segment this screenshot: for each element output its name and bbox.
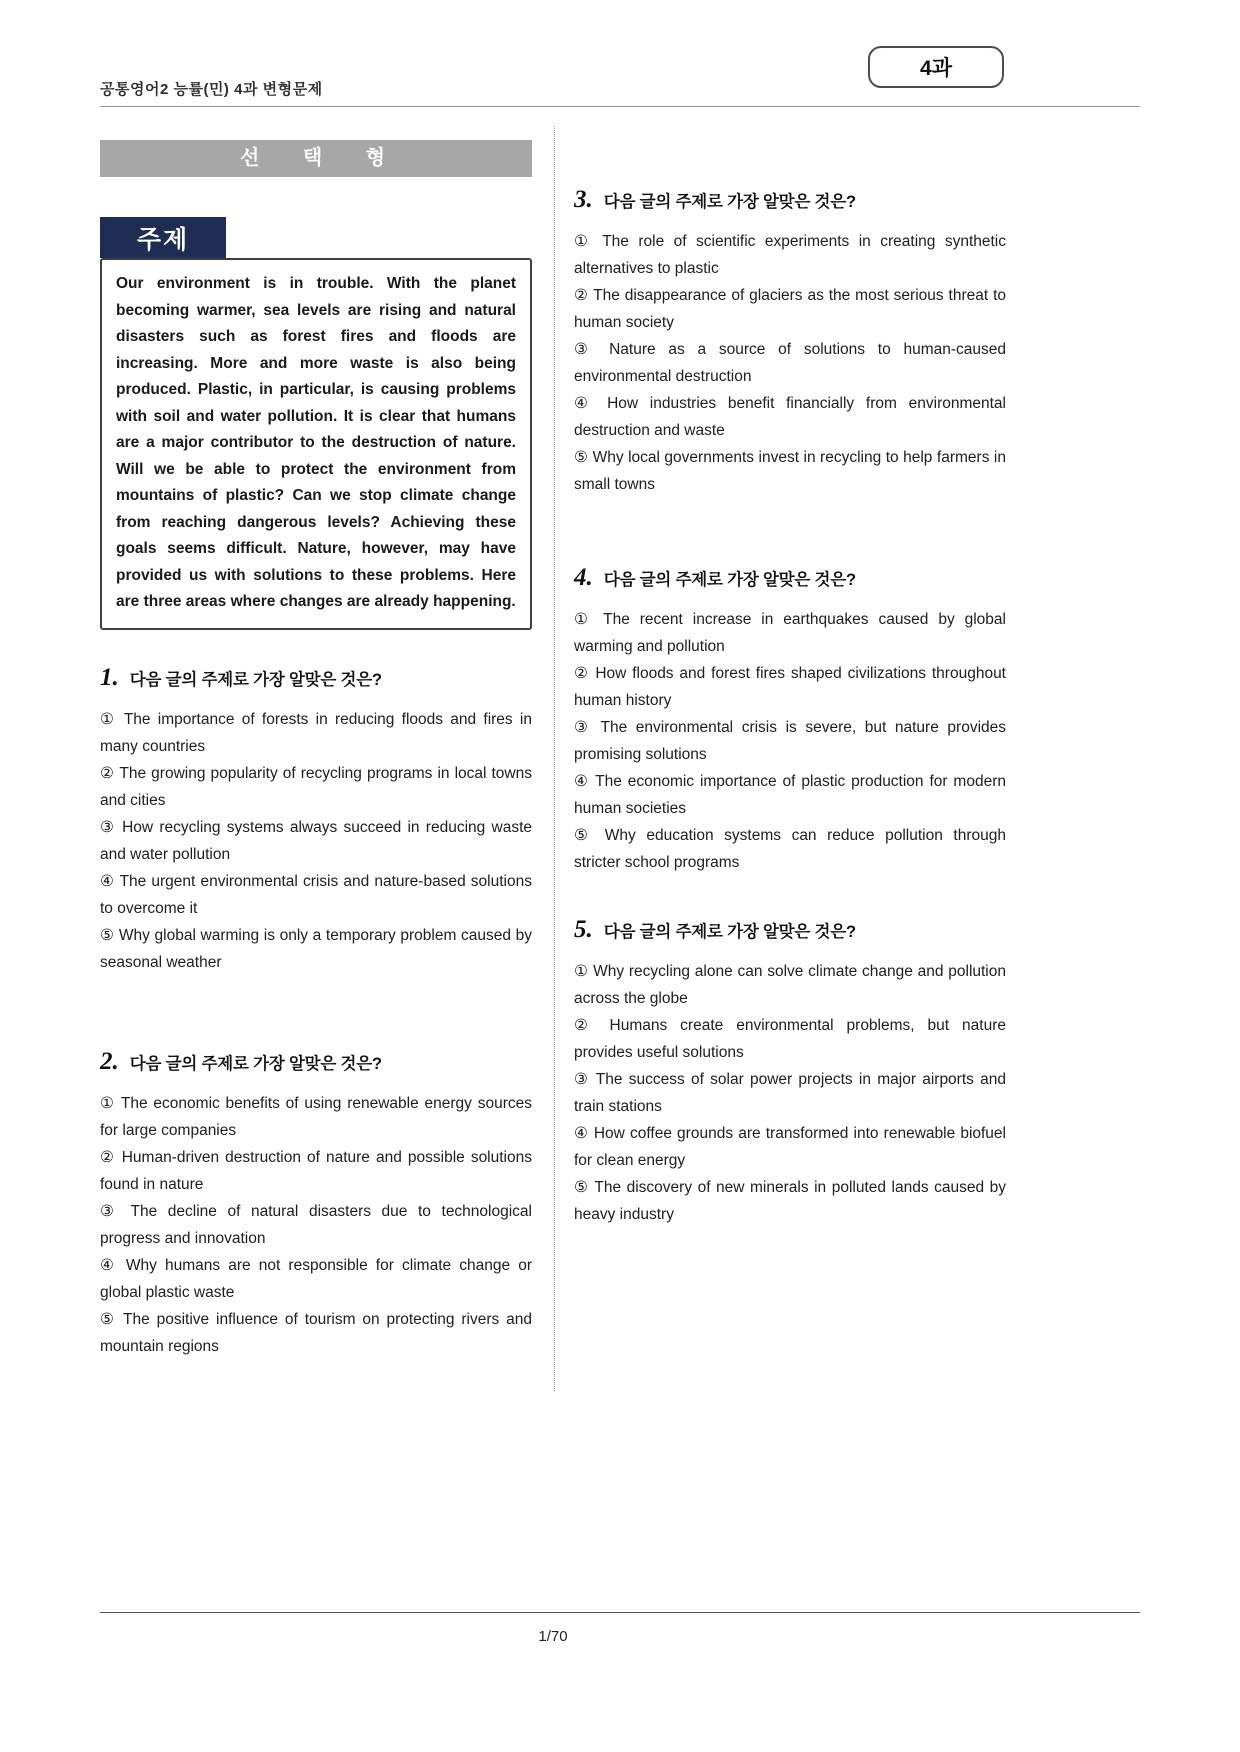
option-text: The role of scientific experiments in creating synthetic alternatives to plastic — [574, 233, 1006, 277]
option-marker: ① — [100, 710, 117, 728]
option-marker: ④ — [100, 872, 115, 890]
question-2-header — [100, 1048, 532, 1076]
option-text: The environmental crisis is severe, but nature provides promising solutions — [574, 719, 1006, 763]
question-1-option-1 — [100, 706, 532, 760]
passage-text: Our environment is in trouble. With the planet becoming warmer, sea levels are rising and natural disasters such as forest fires and floods are increasing. More and more waste is also being produced. Plastic, in particular, is causing problems with soil and water pollution. It is clear that humans are a major contributor to the destruction of nature. Will we be able to protect the environment from mountains of plastic? Can we stop climate change from reaching dangerous levels? Achieving these goals seems difficult. Nature, however, may have provided us with solutions to these problems. Here are three areas where changes are already happening. — [116, 275, 516, 610]
option-marker: ② — [100, 764, 115, 782]
question-3 — [574, 186, 1006, 498]
question-4-option-5 — [574, 822, 1006, 876]
question-4-option-2 — [574, 660, 1006, 714]
question-2 — [100, 1048, 532, 1360]
option-marker: ④ — [100, 1256, 118, 1274]
question-3-option-1 — [574, 228, 1006, 282]
question-5 — [574, 916, 1006, 1228]
option-marker: ③ — [100, 818, 116, 836]
option-marker: ② — [574, 287, 589, 304]
question-4-option-3 — [574, 714, 1006, 768]
question-2-option-4 — [100, 1252, 532, 1306]
footer-divider — [100, 1612, 1140, 1613]
option-marker: ② — [100, 1148, 116, 1166]
option-marker: ⑤ — [574, 827, 595, 844]
question-3-prompt: 다음 글의 주제로 가장 알맞은 것은? — [603, 193, 856, 211]
option-text: Why education systems can reduce pollution through stricter school programs — [574, 827, 1006, 871]
question-5-option-5 — [574, 1174, 1006, 1228]
question-1-option-5 — [100, 922, 532, 976]
option-text: The economic importance of plastic production for modern human societies — [574, 773, 1006, 817]
question-5-option-3 — [574, 1066, 1006, 1120]
question-1-options — [100, 706, 532, 976]
question-5-prompt: 다음 글의 주제로 가장 알맞은 것은? — [603, 923, 856, 941]
question-4-header — [574, 564, 1006, 592]
question-2-option-2 — [100, 1144, 532, 1198]
option-text: The growing popularity of recycling programs in local towns and cities — [100, 764, 532, 809]
option-marker: ① — [574, 963, 589, 980]
question-4-option-1 — [574, 606, 1006, 660]
option-text: Humans create environmental problems, but nature provides useful solutions — [574, 1017, 1006, 1061]
option-marker: ① — [574, 611, 594, 628]
question-1-prompt: 다음 글의 주제로 가장 알맞은 것은? — [129, 670, 382, 689]
option-text: Why recycling alone can solve climate change and pollution across the globe — [574, 963, 1006, 1007]
page-number: 1/70 — [538, 1628, 568, 1645]
header-divider — [100, 106, 1140, 107]
question-3-option-5 — [574, 444, 1006, 498]
option-text: How coffee grounds are transformed into renewable biofuel for clean energy — [574, 1125, 1006, 1169]
question-3-header — [574, 186, 1006, 214]
option-marker: ③ — [574, 719, 593, 736]
unit-badge-label: 4과 — [920, 57, 952, 80]
option-marker: ④ — [574, 1125, 589, 1142]
option-marker: ① — [100, 1094, 116, 1112]
question-1-option-2 — [100, 760, 532, 814]
question-2-number: 2. — [100, 1047, 119, 1075]
unit-badge — [868, 46, 1004, 88]
two-column-layout — [100, 126, 1140, 1391]
option-text: The disappearance of glaciers as the most serious threat to human society — [574, 287, 1006, 331]
option-marker: ⑤ — [574, 1179, 590, 1196]
option-marker: ④ — [574, 395, 596, 412]
question-1-header — [100, 664, 532, 692]
question-3-option-2 — [574, 282, 1006, 336]
option-text: How floods and forest fires shaped civilizations throughout human history — [574, 665, 1006, 709]
column-divider — [554, 126, 555, 1391]
question-5-option-1 — [574, 958, 1006, 1012]
question-3-options — [574, 228, 1006, 498]
section-banner: 선 택 형 — [100, 140, 532, 177]
option-text: Why local governments invest in recycling to help farmers in small towns — [574, 449, 1006, 493]
option-text: The urgent environmental crisis and nature-based solutions to overcome it — [100, 872, 532, 917]
option-marker: ③ — [574, 341, 597, 358]
option-marker: ③ — [100, 1202, 121, 1220]
question-2-option-5 — [100, 1306, 532, 1360]
question-4-option-4 — [574, 768, 1006, 822]
question-1-number: 1. — [100, 663, 119, 691]
option-text: Nature as a source of solutions to human-caused environmental destruction — [574, 341, 1006, 385]
option-text: How industries benefit financially from environmental destruction and waste — [574, 395, 1006, 439]
option-text: The importance of forests in reducing floods and fires in many countries — [100, 710, 532, 755]
option-text: The success of solar power projects in major airports and train stations — [574, 1071, 1006, 1115]
option-marker: ⑤ — [100, 1310, 117, 1328]
question-4-options — [574, 606, 1006, 876]
option-text: How recycling systems always succeed in reducing waste and water pollution — [100, 818, 532, 863]
passage-box — [100, 258, 532, 630]
option-text: Why humans are not responsible for climate change or global plastic waste — [100, 1256, 532, 1301]
question-5-header — [574, 916, 1006, 944]
question-2-option-3 — [100, 1198, 532, 1252]
option-marker: ② — [574, 665, 590, 682]
question-2-prompt: 다음 글의 주제로 가장 알맞은 것은? — [129, 1054, 382, 1073]
option-marker: ④ — [574, 773, 590, 790]
question-5-number: 5. — [574, 916, 593, 943]
question-3-number: 3. — [574, 186, 593, 213]
question-4-prompt: 다음 글의 주제로 가장 알맞은 것은? — [603, 571, 856, 589]
question-5-option-4 — [574, 1120, 1006, 1174]
question-2-options — [100, 1090, 532, 1360]
option-marker: ③ — [574, 1071, 590, 1088]
option-marker: ⑤ — [574, 449, 589, 466]
option-marker: ② — [574, 1017, 597, 1034]
question-1-option-3 — [100, 814, 532, 868]
question-2-option-1 — [100, 1090, 532, 1144]
question-3-option-3 — [574, 336, 1006, 390]
question-4-number: 4. — [574, 564, 593, 591]
question-1 — [100, 664, 532, 976]
question-1-option-4 — [100, 868, 532, 922]
option-marker: ① — [574, 233, 594, 250]
option-text: Why global warming is only a temporary problem caused by seasonal weather — [100, 926, 532, 971]
header-title: 공통영어2 능률(민) 4과 변형문제 — [100, 81, 323, 98]
option-text: The positive influence of tourism on protecting rivers and mountain regions — [100, 1310, 532, 1355]
question-5-option-2 — [574, 1012, 1006, 1066]
question-4 — [574, 564, 1006, 876]
option-text: The discovery of new minerals in polluted lands caused by heavy industry — [574, 1179, 1006, 1223]
topic-tab: 주제 — [100, 217, 226, 258]
left-column — [100, 126, 532, 1360]
option-text: The recent increase in earthquakes caused by global warming and pollution — [574, 611, 1006, 655]
option-text: Human-driven destruction of nature and possible solutions found in nature — [100, 1148, 532, 1193]
option-text: The decline of natural disasters due to technological progress and innovation — [100, 1202, 532, 1247]
right-column — [574, 126, 1006, 1228]
question-3-option-4 — [574, 390, 1006, 444]
question-5-options — [574, 958, 1006, 1228]
option-marker: ⑤ — [100, 926, 115, 944]
option-text: The economic benefits of using renewable energy sources for large companies — [100, 1094, 532, 1139]
